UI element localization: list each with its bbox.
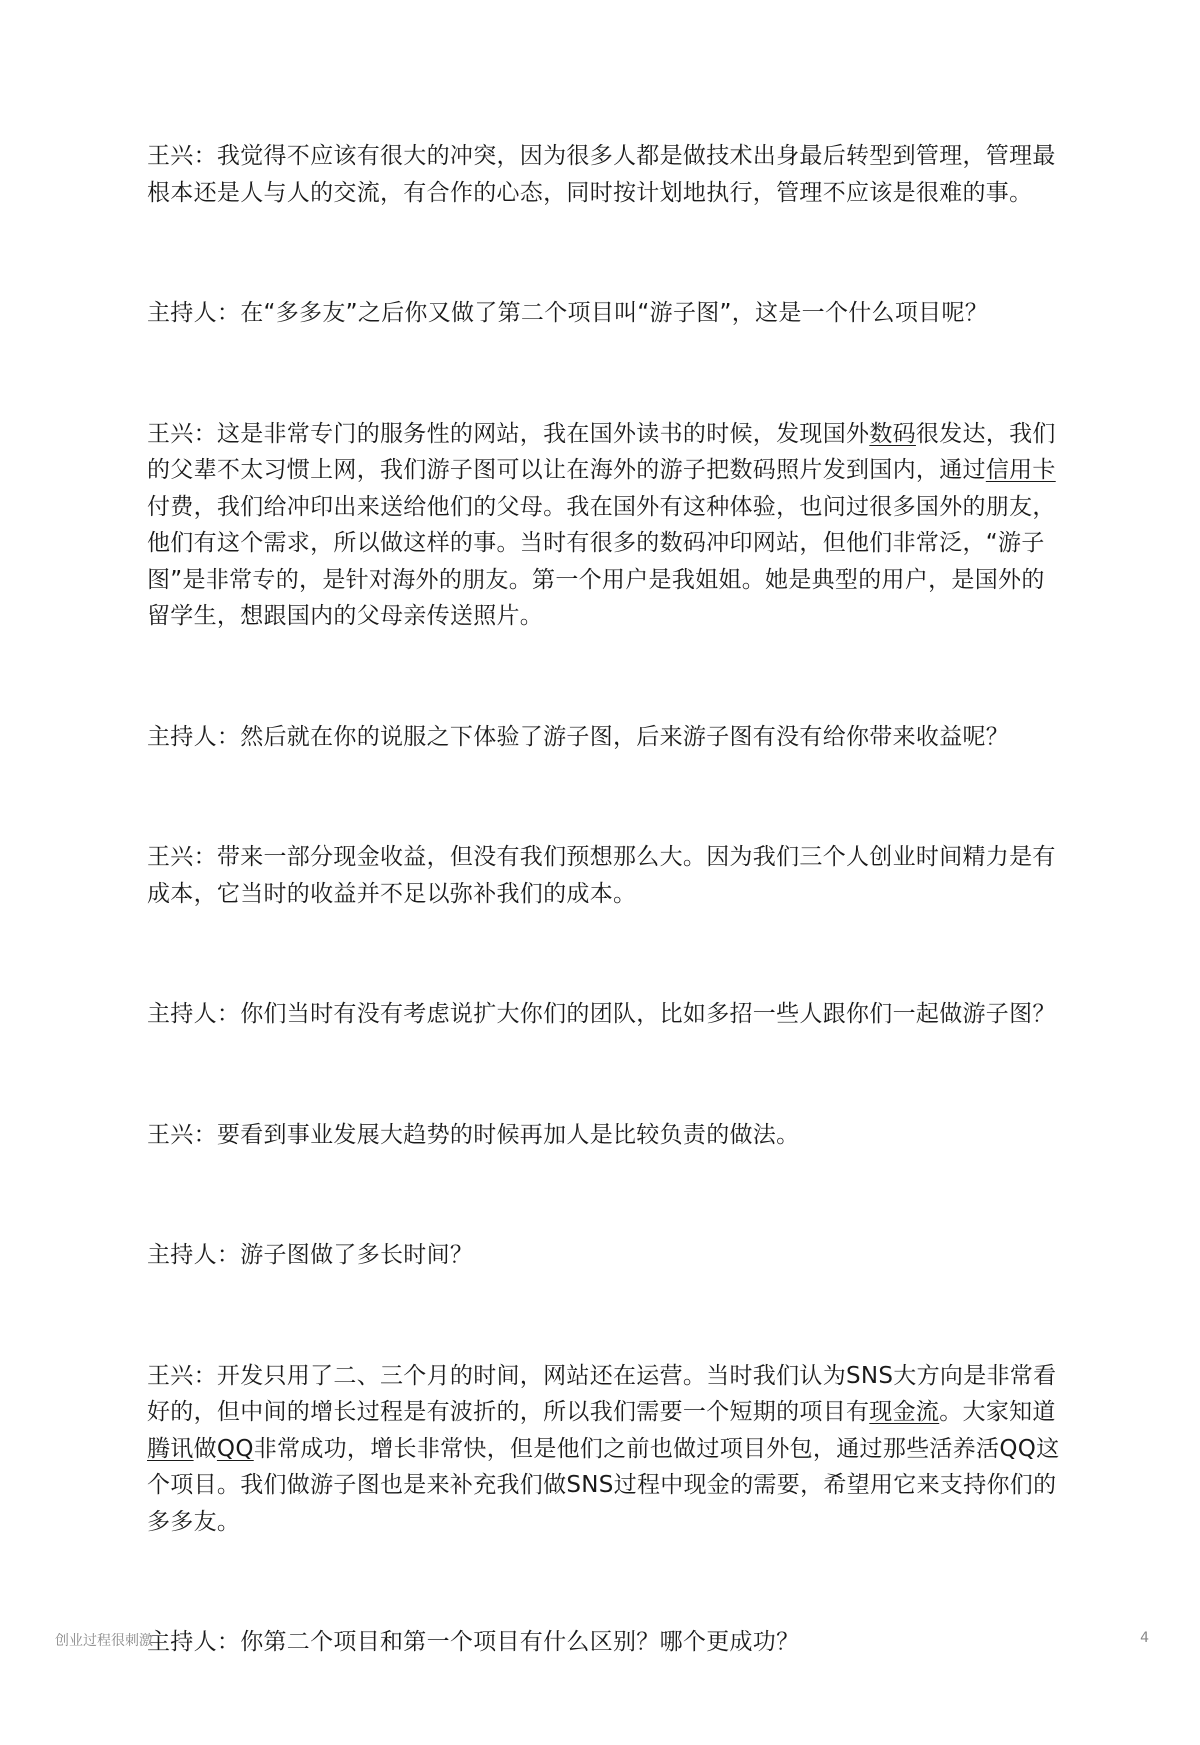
link-qq[interactable]: QQ — [216, 1435, 254, 1462]
footer-title: 创业过程很刺激 — [55, 1633, 153, 1649]
paragraph — [147, 1358, 1063, 1541]
paragraph: 主持人：在“多多友”之后你又做了第二个项目叫“游子图”，这是一个什么项目呢？ — [147, 300, 989, 326]
paragraph-text: 非常成功，增长非常快，但是他们之前也做过项目外包，通过那些活养活QQ这个项目。我们做游子图也是来补充我们做SNS过程中现金的需要，希望用它来支持你们的多多友。 — [147, 1435, 1060, 1535]
paragraph: 主持人：你第二个项目和第一个项目有什么区别？哪个更成功？ — [147, 1629, 800, 1655]
paragraph — [147, 416, 1063, 635]
link-xianjinliu[interactable]: 现金流 — [869, 1399, 940, 1425]
paragraph-text: 。大家知道 — [939, 1399, 1056, 1425]
paragraph-text: 很发达，我们的父辈不太习惯上网，我们游子图可以让在海外的游子把数码照片发到国内，通过 — [147, 420, 1056, 483]
link-shuma[interactable]: 数码 — [869, 420, 916, 447]
paragraph-text: 王兴：开发只用了二、三个月的时间，网站还在运营。当时我们认为SNS大方向是非常看好的，但中间的增长过程是有波折的，所以我们需要一个短期的项目有 — [147, 1362, 1057, 1425]
paragraph-text: 王兴：这是非常专门的服务性的网站，我在国外读书的时候，发现国外 — [147, 420, 870, 447]
link-tengxun[interactable]: 腾讯 — [147, 1435, 194, 1462]
paragraph-text: 付费，我们给冲印出来送给他们的父母。我在国外有这种体验，也问过很多国外的朋友，他们有这个需求，所以做这样的事。当时有很多的数码冲印网站，但他们非常泛，“游子图”是非常专的，是针对海外的朋友。第一个用户是我姐姐。她是典型的用户，是国外的留学生，想跟国内的父母亲传送照片。 — [147, 493, 1056, 629]
paragraph: 主持人：然后就在你的说服之下体验了游子图，后来游子图有没有给你带来收益呢？ — [147, 723, 1010, 750]
paragraph: 王兴：我觉得不应该有很大的冲突，因为很多人都是做技术出身最后转型到管理，管理最根本还是人与人的交流，有合作的心态，同时按计划地执行，管理不应该是很难的事。 — [147, 143, 1056, 206]
paragraph: 王兴：带来一部分现金收益，但没有我们预想那么大。因为我们三个人创业时间精力是有成本，它当时的收益并不足以弥补我们的成本。 — [147, 844, 1056, 907]
link-xinyongka[interactable]: 信用卡 — [985, 457, 1056, 483]
paragraph: 主持人：你们当时有没有考虑说扩大你们的团队，比如多招一些人跟你们一起做游子图？ — [147, 1001, 1056, 1027]
page-number: 4 — [1140, 1630, 1149, 1646]
paragraph-text: 做 — [193, 1435, 217, 1462]
paragraph: 王兴：要看到事业发展大趋势的时候再加人是比较负责的做法。 — [147, 1121, 800, 1148]
document-body — [147, 138, 1063, 1745]
paragraph: 主持人：游子图做了多长时间？ — [147, 1242, 474, 1268]
